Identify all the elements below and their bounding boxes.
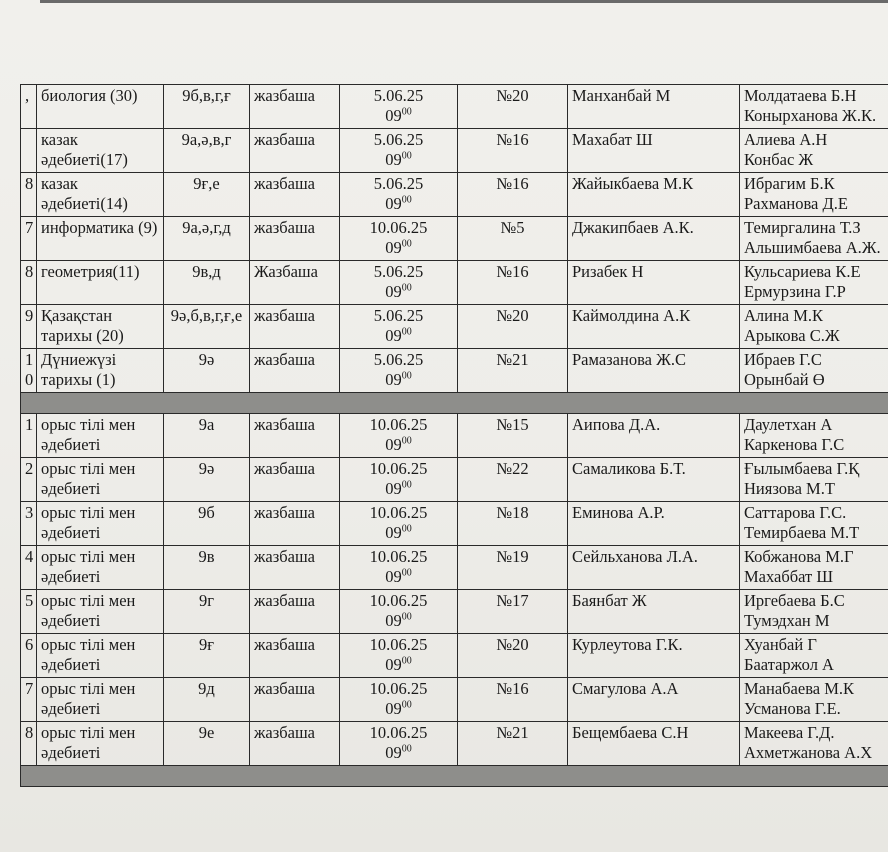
time-minutes: 00 [401,326,412,338]
table-section-top [21,85,888,393]
class-cell: 9ғ,е [164,173,250,217]
teacher-cell: Сейльханова Л.А. [568,546,740,590]
table-row [21,678,888,722]
assistants-cell [740,502,888,546]
table-row [21,85,888,129]
table-row [21,349,888,393]
room-cell: №16 [458,678,568,722]
class-cell: 9д [164,678,250,722]
exam-time [344,282,453,302]
table-row [21,458,888,502]
row-number: 5 [21,590,37,634]
form-cell: жазбаша [250,546,340,590]
time-minutes: 00 [401,567,412,579]
table-row [21,261,888,305]
assistant-1: Манабаева М.К [744,679,855,698]
assistant-2: Орынбай Ө [744,369,825,389]
teacher-cell: Бещембаева С.Н [568,722,740,766]
time-hours: 09 [385,478,402,498]
exam-date: 5.06.25 [373,174,424,193]
time-hours: 09 [385,281,402,301]
subject-cell: орыс тілі мен әдебиеті [37,678,164,722]
table-row [21,414,888,458]
subject-cell: казак әдебиеті(17) [37,129,164,173]
exam-time [344,435,453,455]
assistant-1: Алина М.К [744,306,824,325]
assistants-cell [740,349,888,393]
room-cell: №21 [458,349,568,393]
teacher-cell: Манханбай М [568,85,740,129]
assistants-cell [740,634,888,678]
teacher-cell: Махабат Ш [568,129,740,173]
date-time-cell [340,349,458,393]
exam-date: 10.06.25 [369,679,428,698]
assistant-1: Молдатаева Б.Н [744,86,857,105]
time-hours: 09 [385,193,402,213]
subject-cell: Қазақстан тарихы (20) [37,305,164,349]
row-number: 6 [21,634,37,678]
room-cell: №16 [458,173,568,217]
section-separator [21,393,888,414]
subject-cell: орыс тілі мен әдебиеті [37,590,164,634]
exam-schedule-table [20,84,888,787]
class-cell: 9ә [164,458,250,502]
section-separator-end [21,766,888,787]
time-hours: 09 [385,610,402,630]
assistant-1: Кобжанова М.Г [744,547,854,566]
time-minutes: 00 [401,194,412,206]
assistant-1: Иргебаева Б.С [744,591,845,610]
assistants-cell [740,546,888,590]
form-cell: жазбаша [250,502,340,546]
form-cell: Жазбаша [250,261,340,305]
time-minutes: 00 [401,150,412,162]
assistants-cell [740,722,888,766]
exam-time [344,479,453,499]
class-cell: 9ә,б,в,г,ғ,е [164,305,250,349]
room-cell: №20 [458,634,568,678]
exam-date: 10.06.25 [369,503,428,522]
row-number: 7 [21,217,37,261]
room-cell: №20 [458,305,568,349]
exam-date: 10.06.25 [369,635,428,654]
class-cell: 9а [164,414,250,458]
form-cell: жазбаша [250,217,340,261]
exam-time [344,743,453,763]
class-cell: 9е [164,722,250,766]
row-number: 3 [21,502,37,546]
time-hours: 09 [385,522,402,542]
room-cell: №19 [458,546,568,590]
class-cell: 9г [164,590,250,634]
assistant-1: Темиргалина Т.З [744,218,861,237]
exam-time [344,523,453,543]
time-minutes: 00 [401,699,412,711]
subject-cell: орыс тілі мен әдебиеті [37,546,164,590]
room-cell: №18 [458,502,568,546]
form-cell: жазбаша [250,634,340,678]
table-row [21,634,888,678]
room-cell: №15 [458,414,568,458]
class-cell: 9в,д [164,261,250,305]
class-cell: 9б,в,г,ғ [164,85,250,129]
subject-cell: биология (30) [37,85,164,129]
time-minutes: 00 [401,743,412,755]
teacher-cell: Джакипбаев А.К. [568,217,740,261]
assistant-2: Арыкова С.Ж [744,325,840,345]
date-time-cell [340,129,458,173]
time-minutes: 00 [401,655,412,667]
date-time-cell [340,502,458,546]
table-row [21,502,888,546]
form-cell: жазбаша [250,722,340,766]
form-cell: жазбаша [250,414,340,458]
table-row [21,722,888,766]
room-cell: №17 [458,590,568,634]
subject-cell: информатика (9) [37,217,164,261]
assistant-1: Саттарова Г.С. [744,503,847,522]
table-row [21,590,888,634]
exam-time [344,106,453,126]
exam-date: 10.06.25 [369,591,428,610]
teacher-cell: Курлеутова Г.К. [568,634,740,678]
time-hours: 09 [385,566,402,586]
separator-row [21,766,888,787]
assistant-1: Ибрагим Б.К [744,174,835,193]
teacher-cell: Ризабек Н [568,261,740,305]
date-time-cell [340,217,458,261]
exam-date: 10.06.25 [369,723,428,742]
class-cell: 9б [164,502,250,546]
assistants-cell [740,414,888,458]
time-hours: 09 [385,149,402,169]
time-minutes: 00 [401,106,412,118]
teacher-cell: Каймолдина А.К [568,305,740,349]
exam-time [344,699,453,719]
form-cell: жазбаша [250,678,340,722]
assistant-2: Ермурзина Г.Р [744,281,846,301]
subject-cell: орыс тілі мен әдебиеті [37,414,164,458]
time-minutes: 00 [401,611,412,623]
row-number: 1 [21,414,37,458]
date-time-cell [340,458,458,502]
form-cell: жазбаша [250,349,340,393]
assistant-1: Даулетхан А [744,415,833,434]
time-hours: 09 [385,325,402,345]
room-cell: №5 [458,217,568,261]
assistants-cell [740,85,888,129]
row-number: 1 0 [21,349,37,393]
exam-date: 5.06.25 [373,306,424,325]
subject-cell: орыс тілі мен әдебиеті [37,502,164,546]
date-time-cell [340,261,458,305]
assistant-2: Ниязова М.Т [744,478,835,498]
row-number: 9 [21,305,37,349]
exam-time [344,150,453,170]
row-number: , [21,85,37,129]
subject-cell: орыс тілі мен әдебиеті [37,722,164,766]
subject-cell: Дүниежүзі тарихы (1) [37,349,164,393]
room-cell: №22 [458,458,568,502]
time-minutes: 00 [401,238,412,250]
room-cell: №20 [458,85,568,129]
teacher-cell: Жайыкбаева М.К [568,173,740,217]
assistant-2: Рахманова Д.Е [744,193,848,213]
assistants-cell [740,590,888,634]
exam-date: 5.06.25 [373,262,424,281]
assistant-1: Алиева А.Н [744,130,828,149]
teacher-cell: Еминова А.Р. [568,502,740,546]
row-number: 8 [21,722,37,766]
exam-time [344,655,453,675]
assistant-1: Хуанбай Г [744,635,817,654]
assistant-2: Конбас Ж [744,149,814,169]
exam-date: 10.06.25 [369,459,428,478]
time-minutes: 00 [401,479,412,491]
row-number: 7 [21,678,37,722]
page-top-edge [40,0,888,3]
class-cell: 9ғ [164,634,250,678]
row-number: 8 [21,261,37,305]
subject-cell: геометрия(11) [37,261,164,305]
assistant-2: Темирбаева М.Т [744,522,860,542]
time-hours: 09 [385,105,402,125]
class-cell: 9ә [164,349,250,393]
assistant-2: Махаббат Ш [744,566,834,586]
room-cell: №16 [458,129,568,173]
assistants-cell [740,678,888,722]
form-cell: жазбаша [250,458,340,502]
exam-time [344,370,453,390]
time-hours: 09 [385,369,402,389]
date-time-cell [340,590,458,634]
subject-cell: орыс тілі мен әдебиеті [37,458,164,502]
time-minutes: 00 [401,435,412,447]
separator-row [21,393,888,414]
form-cell: жазбаша [250,305,340,349]
assistant-1: Макеева Г.Д. [744,723,835,742]
table-row [21,305,888,349]
form-cell: жазбаша [250,129,340,173]
date-time-cell [340,678,458,722]
date-time-cell [340,85,458,129]
room-cell: №16 [458,261,568,305]
assistant-2: Ахметжанова А.Х [744,742,873,762]
table-row [21,129,888,173]
assistants-cell [740,129,888,173]
form-cell: жазбаша [250,590,340,634]
assistant-2: Усманова Г.Е. [744,698,841,718]
teacher-cell: Рамазанова Ж.С [568,349,740,393]
assistant-1: Ғылымбаева Г.Қ [744,459,860,478]
time-minutes: 00 [401,282,412,294]
teacher-cell: Аипова Д.А. [568,414,740,458]
assistants-cell [740,458,888,502]
exam-date: 5.06.25 [373,86,424,105]
exam-date: 5.06.25 [373,130,424,149]
exam-date: 10.06.25 [369,415,428,434]
class-cell: 9а,ә,г,д [164,217,250,261]
time-hours: 09 [385,742,402,762]
exam-date: 10.06.25 [369,218,428,237]
form-cell: жазбаша [250,173,340,217]
date-time-cell [340,173,458,217]
time-hours: 09 [385,698,402,718]
exam-time [344,567,453,587]
row-number: 8 [21,173,37,217]
date-time-cell [340,634,458,678]
row-number: 4 [21,546,37,590]
date-time-cell [340,305,458,349]
time-hours: 09 [385,434,402,454]
assistant-2: Конырханова Ж.К. [744,105,877,125]
subject-cell: казак әдебиеті(14) [37,173,164,217]
exam-date: 10.06.25 [369,547,428,566]
exam-time [344,238,453,258]
assistant-2: Тумэдхан М [744,610,830,630]
assistants-cell [740,173,888,217]
exam-date: 5.06.25 [373,350,424,369]
date-time-cell [340,546,458,590]
table-row [21,546,888,590]
row-number [21,129,37,173]
time-hours: 09 [385,237,402,257]
assistants-cell [740,217,888,261]
assistant-1: Кульсариева К.Е [744,262,861,281]
date-time-cell [340,414,458,458]
table-row [21,217,888,261]
assistants-cell [740,261,888,305]
assistant-2: Баатаржол А [744,654,834,674]
teacher-cell: Смагулова А.А [568,678,740,722]
room-cell: №21 [458,722,568,766]
assistant-2: Каркенова Г.С [744,434,845,454]
time-minutes: 00 [401,370,412,382]
time-minutes: 00 [401,523,412,535]
teacher-cell: Самаликова Б.Т. [568,458,740,502]
date-time-cell [340,722,458,766]
table-section-bottom [21,414,888,766]
exam-time [344,194,453,214]
exam-time [344,326,453,346]
assistants-cell [740,305,888,349]
time-hours: 09 [385,654,402,674]
row-number: 2 [21,458,37,502]
class-cell: 9а,ә,в,г [164,129,250,173]
exam-time [344,611,453,631]
assistant-2: Альшимбаева А.Ж. [744,237,881,257]
class-cell: 9в [164,546,250,590]
form-cell: жазбаша [250,85,340,129]
teacher-cell: Баянбат Ж [568,590,740,634]
assistant-1: Ибраев Г.С [744,350,822,369]
subject-cell: орыс тілі мен әдебиеті [37,634,164,678]
table-row [21,173,888,217]
